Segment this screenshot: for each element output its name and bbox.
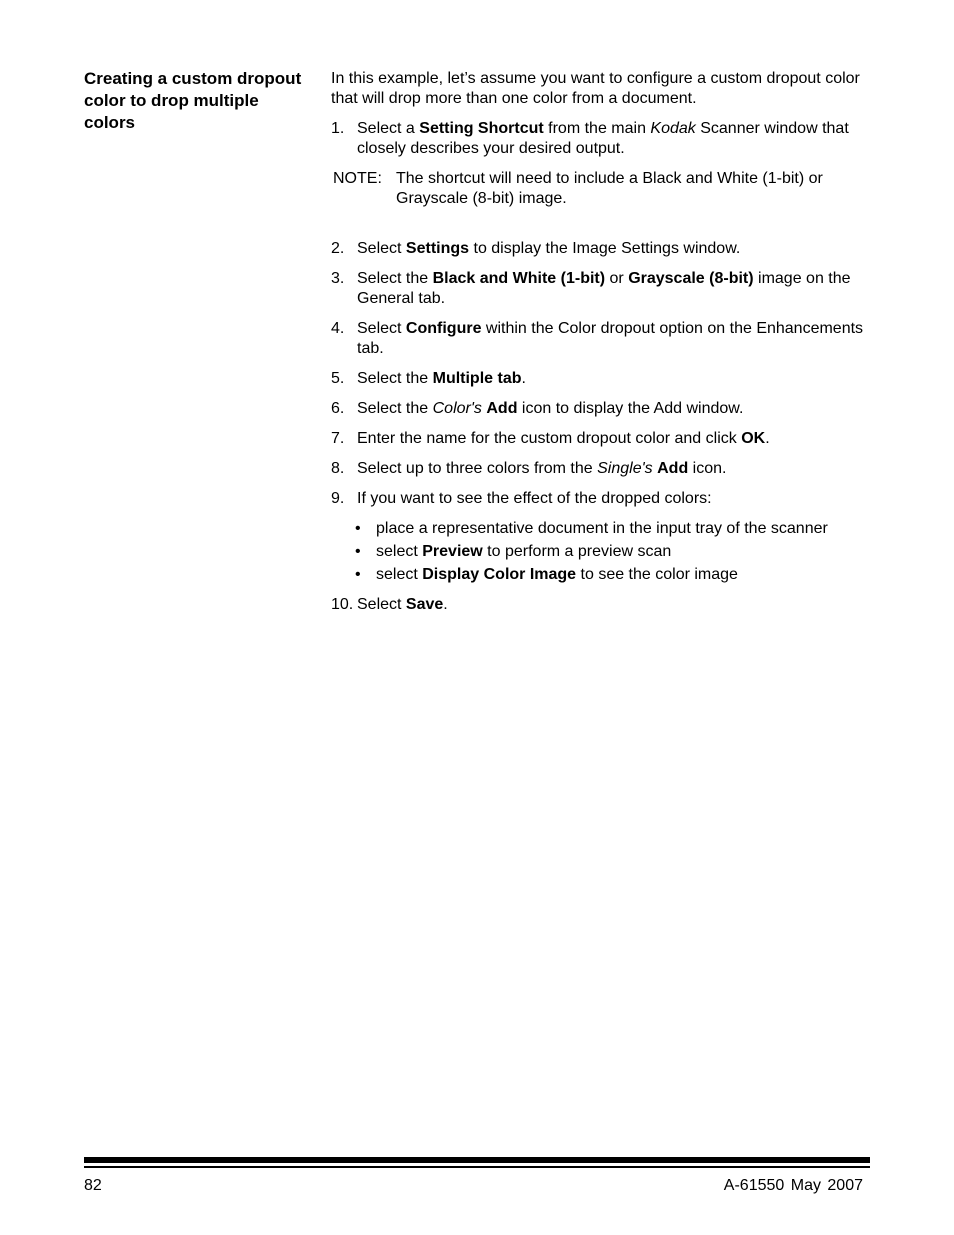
document-id: A-61550 May 2007	[723, 1177, 863, 1194]
step-number: 1.	[331, 120, 345, 137]
note-text: The shortcut will need to include a Black and White (1-bit) or Grayscale (8-bit) image.	[396, 170, 823, 207]
step-text: within the Color dropout option on the Enhancements tab.	[357, 320, 864, 357]
step-8	[331, 459, 871, 479]
note-label: NOTE:	[333, 170, 382, 187]
step-number: 2.	[331, 240, 345, 257]
step-emphasis: Add	[657, 460, 689, 477]
step-text: Select the	[357, 270, 433, 287]
bullet-text: select	[376, 543, 423, 560]
list-item	[331, 565, 871, 585]
step-9	[331, 489, 871, 509]
note	[333, 169, 871, 209]
section-heading: Creating a custom dropout color to drop multiple colors	[84, 69, 302, 132]
bullet-emphasis: Preview	[422, 543, 483, 560]
step-5	[331, 369, 871, 389]
step-number: 7.	[331, 430, 345, 447]
step-6	[331, 399, 871, 419]
footer-rule-thick	[84, 1157, 870, 1163]
step-number: 8.	[331, 460, 345, 477]
step-italic: Kodak	[650, 120, 696, 137]
step-text: image on the General tab.	[357, 270, 851, 307]
step-text: If you want to see the effect of the dropped colors:	[357, 490, 712, 507]
intro-paragraph: In this example, let’s assume you want to configure a custom dropout color that will drop more than one color from a document.	[331, 70, 860, 107]
step-text: icon.	[688, 460, 727, 477]
step-text: Select up to three colors from the	[357, 460, 598, 477]
step-emphasis: Settings	[405, 240, 470, 257]
bullet-icon: •	[355, 543, 361, 560]
step-text: to display the Image Settings window.	[469, 240, 741, 257]
step-text: Select the	[357, 400, 433, 417]
step-3	[331, 269, 871, 309]
step-number: 6.	[331, 400, 345, 417]
bullet-text: to perform a preview scan	[482, 543, 672, 560]
step-text: from the main	[543, 120, 651, 137]
step-2	[331, 239, 871, 259]
step-text: .	[521, 370, 526, 387]
step-emphasis: Add	[486, 400, 518, 417]
bullet-icon: •	[355, 566, 361, 583]
step-text: Select the	[357, 370, 433, 387]
step-emphasis: Save	[405, 596, 444, 613]
step-italic: Single's	[597, 460, 653, 477]
step-emphasis: Black and White (1-bit)	[432, 270, 606, 287]
step-text: or	[605, 270, 629, 287]
step-number: 9.	[331, 490, 345, 507]
list-item	[331, 519, 871, 539]
step-text: Enter the name for the custom dropout color and click	[357, 430, 742, 447]
bullet-emphasis: Display Color Image	[422, 566, 577, 583]
step-number: 3.	[331, 270, 345, 287]
step-emphasis: Setting Shortcut	[419, 120, 544, 137]
step-text: .	[443, 596, 448, 613]
bullet-text: select	[376, 566, 423, 583]
bullet-text: to see the color image	[576, 566, 738, 583]
main-content	[331, 69, 871, 625]
page-number: 82	[84, 1177, 102, 1194]
step-text: Select	[357, 320, 406, 337]
step-emphasis: Grayscale (8-bit)	[628, 270, 754, 287]
step-text: Scanner window that closely describes your desired output.	[357, 120, 849, 157]
step-emphasis: Configure	[405, 320, 482, 337]
step-text: .	[765, 430, 770, 447]
step-number: 10.	[331, 596, 354, 613]
step-emphasis: Multiple tab	[432, 370, 522, 387]
step-text: Select	[357, 596, 406, 613]
step-number: 4.	[331, 320, 345, 337]
bullet-text: place a representative document in the input tray of the scanner	[376, 520, 828, 537]
step-italic: Color's	[432, 400, 482, 417]
step-4	[331, 319, 871, 359]
step-text: Select a	[357, 120, 420, 137]
list-item	[331, 542, 871, 562]
bullet-icon: •	[355, 520, 361, 537]
step-emphasis: OK	[741, 430, 766, 447]
step-number: 5.	[331, 370, 345, 387]
bullet-list	[331, 519, 871, 585]
step-text: Select	[357, 240, 406, 257]
step-7	[331, 429, 871, 449]
step-text: icon to display the Add window.	[517, 400, 744, 417]
step-1	[331, 119, 871, 159]
footer-rule-thin	[84, 1166, 870, 1168]
step-10	[331, 595, 871, 615]
